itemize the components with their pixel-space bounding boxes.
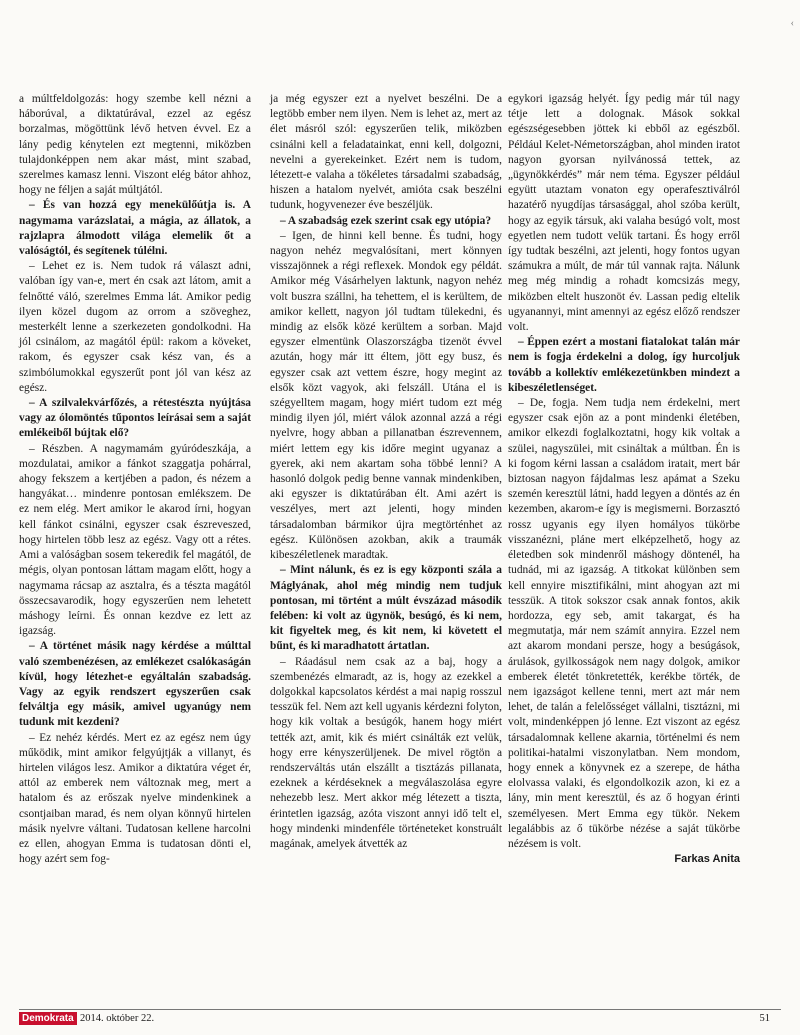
footer-rule <box>19 1009 781 1010</box>
magazine-logo: Demokrata <box>19 1012 77 1025</box>
interview-answer: a múltfeldolgozás: hogy szembe kell nézni a háborúval, a diktatúrával, ezzel az egész borzalmas, mögöttünk lévő hetven évvel. Ez a lány pedig kénytelen ezt megtenni, miközben tulajdonképpen nem akar mást, mint szabad, szerelmes kamasz lenni. Viszont elég bátor ahhoz, hogy ne féljen a saját múltjától. <box>19 93 251 197</box>
interview-answer: – Lehet ez is. Nem tudok rá választ adni, valóban így van-e, mert én csak azt látom, amit a felnőtté váló, szerelmes Emma lát. Amikor pedig ilyen közel dugom az orrom a szöveghez, mesterkélt lenne a szerkezeten gondolkodni. Ha jól csinálom, az magától épül: rakom a köveket, rakom, és egyszer csak kész van, és a szimbólumokkal egyszerűt pont jól van kész az egész. <box>19 260 251 394</box>
interview-question: – A szilvalekvárfőzés, a rétestészta nyújtása vagy az ólomöntés tűpontos leírásai sem a saját emlékeiből bújtak elő? <box>19 397 251 440</box>
interview-answer: – De, fogja. Nem tudja nem érdekelni, mert egyszer csak ejön az a pont mindenki életében, amikor elkezdi foglalkoztatni, hogy kik voltak a szülei, nagyszülei, mit csináltak a múltban. Én is ki fogom kérni lassan a családom iratait, mert bár biztosan nagyon fájdalmas lesz apámat a Szeku szemén keresztül látni, hadd legyen a döntés az én kezemben, akarom-e így is megismerni. Borzasztó rossz ugyanis egy ilyen homályos tükörbe visszanézni, pláne mert elképzelhető, hogy az életedben sok mindenről máshogy döntenél, ha tudnád, mi az igazság. A titkokat különben sem kell ennyire misztifikálni, mint ahogyan azt mi tesszük. A titok sokszor csak annak fontos, akik hordozza, egy seb, amit takargat, és ha megmutatja, már nem számít annyira. Ezzel nem azt akarom mondani persze, hogy a besúgások, árulások, gyilkosságok nem nagy dolgok, amikor emberek életét tönkretették, kerékbe törték, de nem igazságot kellene tenni, mert azt már nem lehet, de talán a felelősséget vállalni, tisztázni, mi volt, mindenképpen jó lenne. Ezt viszont az egész társadalomnak kellene akarnia, történelmi és nem politikai-hatalmi viszonylatban. Nem mondom, hogy ennek a könyvnek ez a szerepe, de hátha elolvassa valaki, és elgondolkozik azon, ki ez a lány, min ment keresztül, és az ő hogyan érinti személyesen. Mert Emma egy tükör. Nekem legalábbis az ő tükörbe nézése a saját tükörbe nézésem is volt. <box>508 397 740 850</box>
column-1 <box>19 92 251 867</box>
interview-question: – A történet másik nagy kérdése a múlttal való szembenézésen, az emlékezet csalókaságán kívül, hogy létezhet-e egyáltalán szabadság. Vagy az egyik rendszert egyszerűen csak felváltja egy másik, amivel ugyanúgy nem tudunk mit kezdeni? <box>19 640 251 729</box>
issue-date: 2014. október 22. <box>80 1013 155 1024</box>
interview-answer: – Igen, de hinni kell benne. És tudni, hogy nagyon nehéz megvalósítani, mert könnyen visszajönnek a régi reflexek. Mondok egy példát. Amikor még Vásárhelyen laktunk, nagyon nehéz volt buszra szállni, ha tehettem, el is kerültem, de amikor kellett, nagyon jól tudtam tülekedni, és mindig az elsők közé kerültem a sorban. Majd egyszer elmentünk Olaszországba tizenöt évvel azután, hogy már itt éltem, jött egy busz, és egyszer csak azt vettem észre, hogy megint az elsők közt vagyok, aki felszáll. Utána el is szégyelltem magam, hogy miért tudom ezt még mindig ilyen jól, miért válok azonnal azzá a régi nyelvre, hogy abban a pillanatban észrevennem, miért lettem egy kis időre megint ugyanaz a gyerek, aki nem akartam soha többé lenni? A hasonló dolgok pedig benne vannak mindenkiben, aki egyszer is diktatúrában élt. Ami azért is veszélyes, mert azt jelenti, hogy minden társadalomban bármikor újra megtörténhet az egész. Különösen azokban, akik a traumák kibeszéletlenek maradtak. <box>270 229 502 562</box>
interview-answer: egykori igazság helyét. Így pedig már túl nagy tétje lett a dolognak. Mások sokkal egészségesebben jöttek ki ebből az egészből. Például Kelet-Németországban, ahol minden iratot nagyon gyorsan nyilvánossá tettek, az „ügynökkérdés” már nem téma. Egyszer például együtt utaztam vonaton egy operafesztiválról hazatérő nyugdíjas társasággal, ahol szóba került, hogy az egyik társuk, aki valaha besúgó volt, most egyetlen nem tudott velük tartani. És hogy erről így tudtak beszélni, azt jelenti, hogy fontos ugyan számukra a múlt, de már túl vannak rajta. Nálunk meg még mindig a rohadt komcsizás megy, miközben eltelt huszonöt év. Lassan pedig eltelik ugyanannyi, mint amennyi az egész előző rendszer volt. <box>508 93 740 334</box>
corner-mark: ‹ <box>790 18 794 29</box>
column-2 <box>270 92 502 852</box>
interview-answer: – Ez nehéz kérdés. Mert ez az egész nem úgy működik, mint amikor felgyújtják a villanyt, és hirtelen világos lesz. Amikor a diktatúra véget ér, attól az emberek nem változnak meg, mert a hatalom és az erőszak nyelve mindenkinek a csontjaiban marad, és nem olyan könnyű hirtelen másik nyelvre váltani. Tudatosan kellene harcolni ez ellen, ahogyan Emma is tudatosan dönti el, hogy azért sem fog- <box>19 731 251 866</box>
interview-question: – A szabadság ezek szerint csak egy utópia? <box>280 214 492 227</box>
interview-answer: ja még egyszer ezt a nyelvet beszélni. De a legtöbb ember nem ilyen. Nem is lehet az, mert az élet másról szól: egyszerűen telik, miközben csinálni kell a feladatainkat, enni kell, dolgozni, nevelni a gyerekeinket. Ezért nem is tudom, létezett-e valaha a tökéletes társadalmi szabadság, hiszen a hatalom nyelvét, amióta csak beszélni tudunk, hogyvenezer éve beszéljük. <box>270 93 502 212</box>
interview-question: – Éppen ezért a mostani fiatalokat talán már nem is fogja érdekelni a dolog, így hurcoljuk tovább a kollektív emlékezetünkben mindezt a kibeszéletlenséget. <box>508 336 740 394</box>
page-number: 51 <box>759 1013 770 1024</box>
column-3 <box>508 92 740 867</box>
author-signature: Farkas Anita <box>674 853 740 866</box>
interview-answer: – Ráadásul nem csak az a baj, hogy a szembenézés elmaradt, az is, hogy az ezekkel a dolgokkal kapcsolatos kérdést a mai napig rosszul tesszük fel. Nem azt kell ugyanis kérdezni folyton, hogy kik voltak a besúgók, hanem hogy miért tették azt, amit, kik és miért csinálták ezt velük, hogy erre kényszerüljenek. De mivel rögtön a rendszerváltás után elszállt a tisztázás pillanata, ezeknek a kérdéseknek a megválaszolása egyre nehezebb lesz. Mert akkor még létezett a tiszta, érintetlen igazság, azóta viszont annyi idő telt el, hogy mindenki mindenféle történeteket konstruált magának, amelyek átvették az <box>270 655 502 850</box>
interview-answer: – Részben. A nagymamám gyúródeszkája, a mozdulatai, amikor a fánkot szaggatja pohárral, ahogy fekszem a kertjében a padon, és nézem a hangyákat… mindenre pontosan emlékszem. De ez nem elég. Mert amikor le akarod írni, hogyan kell fánkot csinálni, egyszer csak észreveszed, hogy hirtelen több lesz az egész. Vagy ott a rétes. Ami a valóságban sosem tekeredik fel magától, de mégis, olyan pontosan láttam magam előtt, hogy a nagymama rácsap az asztalra, és a tészta magától összecsavarodik, hogy egyszerűen nem lehetett máshogy leírni. És onnan kezdve ez lett az igazság. <box>19 442 251 638</box>
interview-question: – És van hozzá egy menekülőútja is. A nagymama varázslatai, a mágia, az állatok, a rajzlapra álmodott világa elemelik őt a valóságtól, és segítenek túlélni. <box>19 199 251 258</box>
interview-question: – Mint nálunk, és ez is egy központi szála a Máglyának, ahol még mindig nem tudjuk pontosan, mi történt a múlt évszázad második felében: ki volt az ügynök, besúgó, és ki nem, kit figyeltek meg, és kit nem, ki követett el bűnt, és ki maradhatott ártatlan. <box>270 564 502 653</box>
